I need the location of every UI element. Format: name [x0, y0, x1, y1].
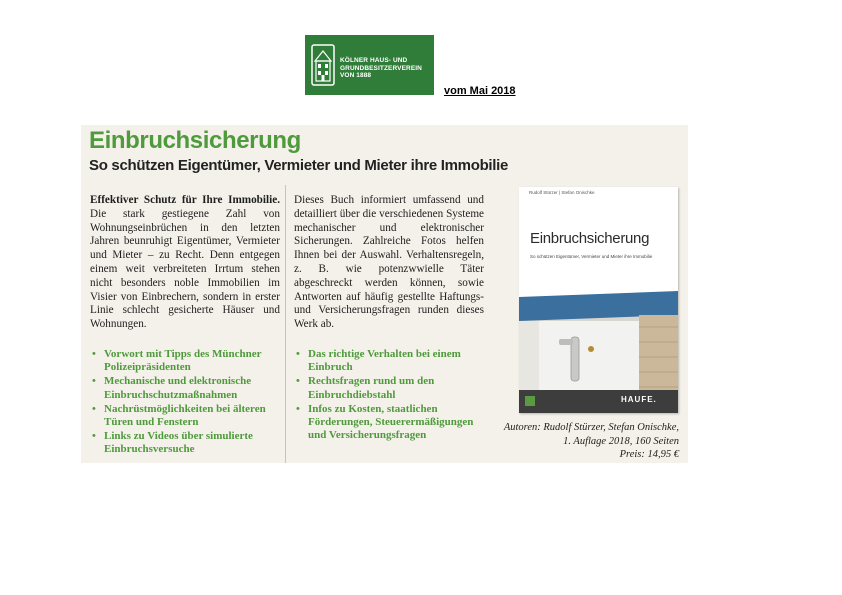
credit-line: Autoren: Rudolf Stürzer, Stefan Onischke, [503, 422, 679, 433]
book-title: Einbruchsicherung [530, 230, 650, 247]
logo-line: GRUNDBESITZERVEREIN [340, 64, 422, 72]
book-cover [519, 187, 678, 413]
list-item: • Vorwort mit Tipps des Münchner Polizeipräsidenten [92, 348, 262, 374]
list-item: • Mechanische und elektronische Einbruchschutzmaßnahmen [92, 375, 252, 401]
list-item: • Links zu Videos über simulierte Einbruchsversuche [92, 430, 253, 456]
credit-line: 1. Auflage 2018, 160 Seiten [563, 435, 679, 447]
body-text: Die stark gestiegene Zahl von Wohnungseinbrüchen in den letzten Jahren beunruhigt Eigentümer, Vermieter und Mieter – zu Recht. Denn entgegen einem weit verbreiteten Irrtum stehen nicht besonders noble Immobilien im Visier von Einbrechern, sondern in erster Linie schlecht gesicherte Häuser und Wohnungen. [90, 207, 280, 331]
book-subtitle: So schützen Eigentümer, Vermieter und Mieter ihre Immobilie [530, 254, 653, 259]
lead-sentence: Effektiver Schutz für Ihre Immobilie. [90, 194, 280, 206]
book-cover-photo [519, 187, 678, 413]
building-crest-icon [311, 41, 335, 89]
list-item: • Das richtige Verhalten bei einem Einbruch [296, 348, 461, 374]
article-column-left [90, 194, 280, 332]
credit-line: Preis: 14,95 € [619, 449, 679, 460]
article-clipping [81, 125, 688, 463]
list-item: • Nachrüstmöglichkeiten bei älteren Türen und Fenstern [92, 402, 266, 429]
book-credits [481, 421, 679, 462]
feature-list-left [90, 348, 290, 458]
article-subtitle: So schützen Eigentümer, Vermieter und Mieter ihre Immobilie [89, 157, 509, 174]
logo-line: KÖLNER HAUS- UND [340, 57, 408, 64]
logo-text [340, 57, 422, 80]
book-authors: Rudolf Stürzer | Stefan Onischke [529, 190, 595, 195]
date-label: vom Mai 2018 [444, 85, 516, 97]
article-column-right: Dieses Buch informiert umfassend und detailliert über die verschiedenen Systeme mechanischer und elektronischer Sicherungen. Zahlreiche Fotos helfen Ihnen bei der Auswahl. Verhaltensregeln, z. B. wie potenzwwielle Täter abgeschreckt werden können, sowie Antworten auf häufig gestellte Haftungs- und Versicherungsfragen runden dieses Werk ab. [294, 194, 484, 331]
association-logo [305, 35, 434, 95]
list-item: • Rechtsfragen rund um den Einbruchdiebstahl [296, 375, 435, 401]
article-title: Einbruchsicherung [89, 127, 301, 154]
logo-line: VON 1888 [340, 72, 372, 79]
feature-list-right [294, 348, 484, 443]
publisher-logo: HAUFE. [621, 395, 657, 404]
list-item: • Infos zu Kosten, staatlichen Förderungen, Steuerermäßigungen und Versicherungsfragen [296, 402, 474, 442]
